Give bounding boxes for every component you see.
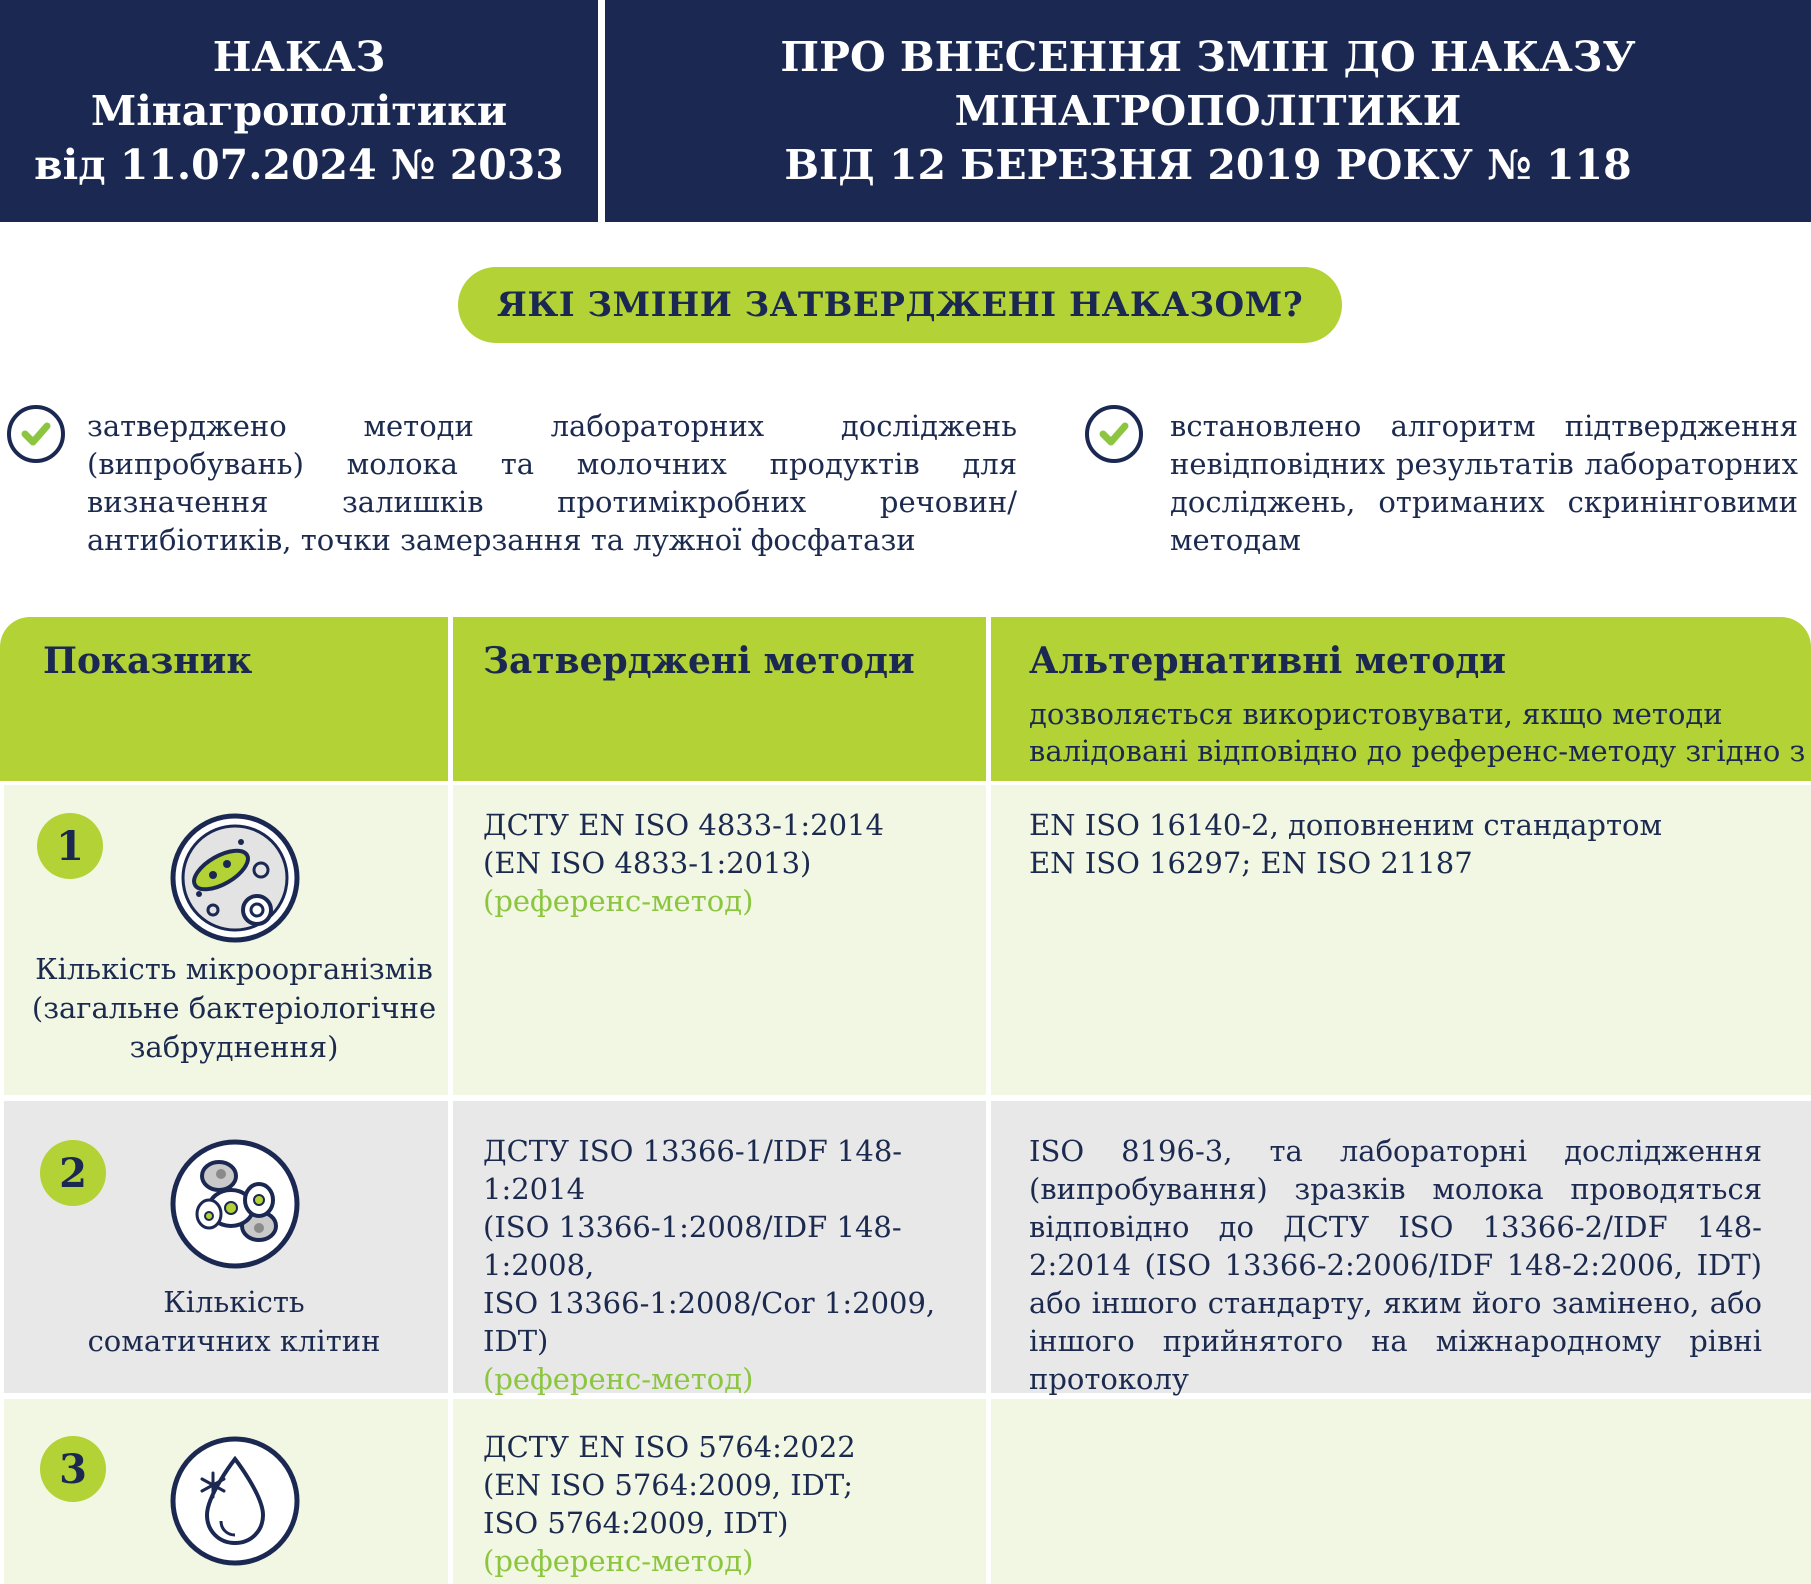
indicator-line: (загальне бактеріологічне bbox=[31, 991, 437, 1025]
method-line: ДСТУ EN ISO 5764:2022 bbox=[483, 1430, 856, 1464]
check-circle-icon bbox=[7, 405, 65, 463]
alternative-method bbox=[1029, 806, 1789, 882]
row-number-badge: 2 bbox=[40, 1140, 106, 1206]
method-line: (ISO 13366-1:2008/IDF 148-1:2008, bbox=[483, 1210, 902, 1282]
row-number-badge: 3 bbox=[40, 1436, 106, 1502]
alternative-note-line: дозволяється використовувати, якщо методи bbox=[1029, 697, 1723, 731]
header-label: Альтернативні методи bbox=[1029, 640, 1506, 682]
bullet-text-algorithm: встановлено алгоритм підтвердження невідповідних результатів лабораторних досліджень, отриманих скринінговими методам bbox=[1170, 409, 1798, 557]
alternative-note bbox=[1029, 696, 1811, 770]
bullet-text-methods: затверджено методи лабораторних досліджень (випробувань) молока та молочних продуктів для визначення залишків протимікробних речовин/антибіотиків, точки замерзання та лужної фосфатази bbox=[87, 409, 1017, 557]
alternative-method: ISO 8196-3, та лабораторні дослідження (випробування) зразків молока проводяться відповідно до ДСТУ ISO 13366-2/IDF 148-2:2014 (ISO 13366-2:2006/IDF 148-2:2006, IDT) або іншого стандарту, яким його замінено, або іншого прийнятого на міжнародному рівні протоколу bbox=[1029, 1134, 1762, 1396]
table-header-approved bbox=[453, 617, 986, 781]
method-line: ДСТУ ISO 13366-1/IDF 148-1:2014 bbox=[483, 1134, 903, 1206]
method-line: ISO 13366-1:2008/Cor 1:2009, IDT) bbox=[483, 1286, 936, 1358]
method-line: ДСТУ EN ISO 4833-1:2014 bbox=[483, 808, 884, 842]
alt-line: EN ISO 16297; EN ISO 21187 bbox=[1029, 846, 1473, 880]
row-number-badge: 1 bbox=[37, 813, 103, 879]
header-label: Затверджені методи bbox=[483, 640, 915, 682]
microorganisms-icon bbox=[169, 812, 301, 944]
table-header-indicator bbox=[0, 617, 448, 781]
alt-line: EN ISO 16140-2, доповненим стандартом bbox=[1029, 808, 1663, 842]
reference-method-label: (референс-метод) bbox=[483, 884, 754, 918]
alternative-note-line: валідовані відповідно до референс-методу згідно з bbox=[1029, 734, 1806, 768]
reference-method-label: (референс-метод) bbox=[483, 1362, 754, 1396]
indicator-line: Кількість мікроорганізмів bbox=[35, 952, 433, 986]
indicator-line: Кількість bbox=[163, 1285, 305, 1319]
subject-line-1: ПРО ВНЕСЕННЯ ЗМІН ДО НАКАЗУ bbox=[780, 33, 1636, 81]
indicator-line: забруднення) bbox=[129, 1030, 339, 1064]
subject-line-2: МІНАГРОПОЛІТИКИ bbox=[954, 87, 1462, 135]
somatic-cells-icon bbox=[169, 1138, 301, 1270]
approved-method bbox=[483, 1428, 978, 1580]
method-line: (EN ISO 4833-1:2013) bbox=[483, 846, 812, 880]
order-issuer-line: Мінагрополітики bbox=[90, 87, 508, 135]
method-line: ISO 5764:2009, IDT) bbox=[483, 1506, 789, 1540]
order-subject-block bbox=[605, 0, 1811, 222]
approved-method bbox=[483, 1132, 983, 1398]
changes-question-banner: ЯКІ ЗМІНИ ЗАТВЕРДЖЕНІ НАКАЗОМ? bbox=[458, 267, 1342, 343]
reference-method-label: (референс-метод) bbox=[483, 1544, 754, 1578]
table-cell bbox=[991, 1399, 1811, 1584]
table-header-alternative bbox=[991, 617, 1811, 781]
header-label: Показник bbox=[43, 640, 253, 682]
check-circle-icon bbox=[1085, 405, 1143, 463]
order-title-line: НАКАЗ bbox=[212, 33, 386, 81]
indicator-label bbox=[20, 1283, 448, 1361]
order-date-line: від 11.07.2024 № 2033 bbox=[34, 141, 564, 189]
order-title-block bbox=[0, 0, 598, 222]
approved-method bbox=[483, 806, 978, 920]
subject-line-3: ВІД 12 БЕРЕЗНЯ 2019 РОКУ № 118 bbox=[784, 141, 1632, 189]
freezing-point-drop-icon bbox=[169, 1435, 301, 1567]
indicator-label bbox=[20, 950, 448, 1067]
indicator-line: соматичних клітин bbox=[87, 1324, 381, 1358]
method-line: (EN ISO 5764:2009, IDT; bbox=[483, 1468, 853, 1502]
